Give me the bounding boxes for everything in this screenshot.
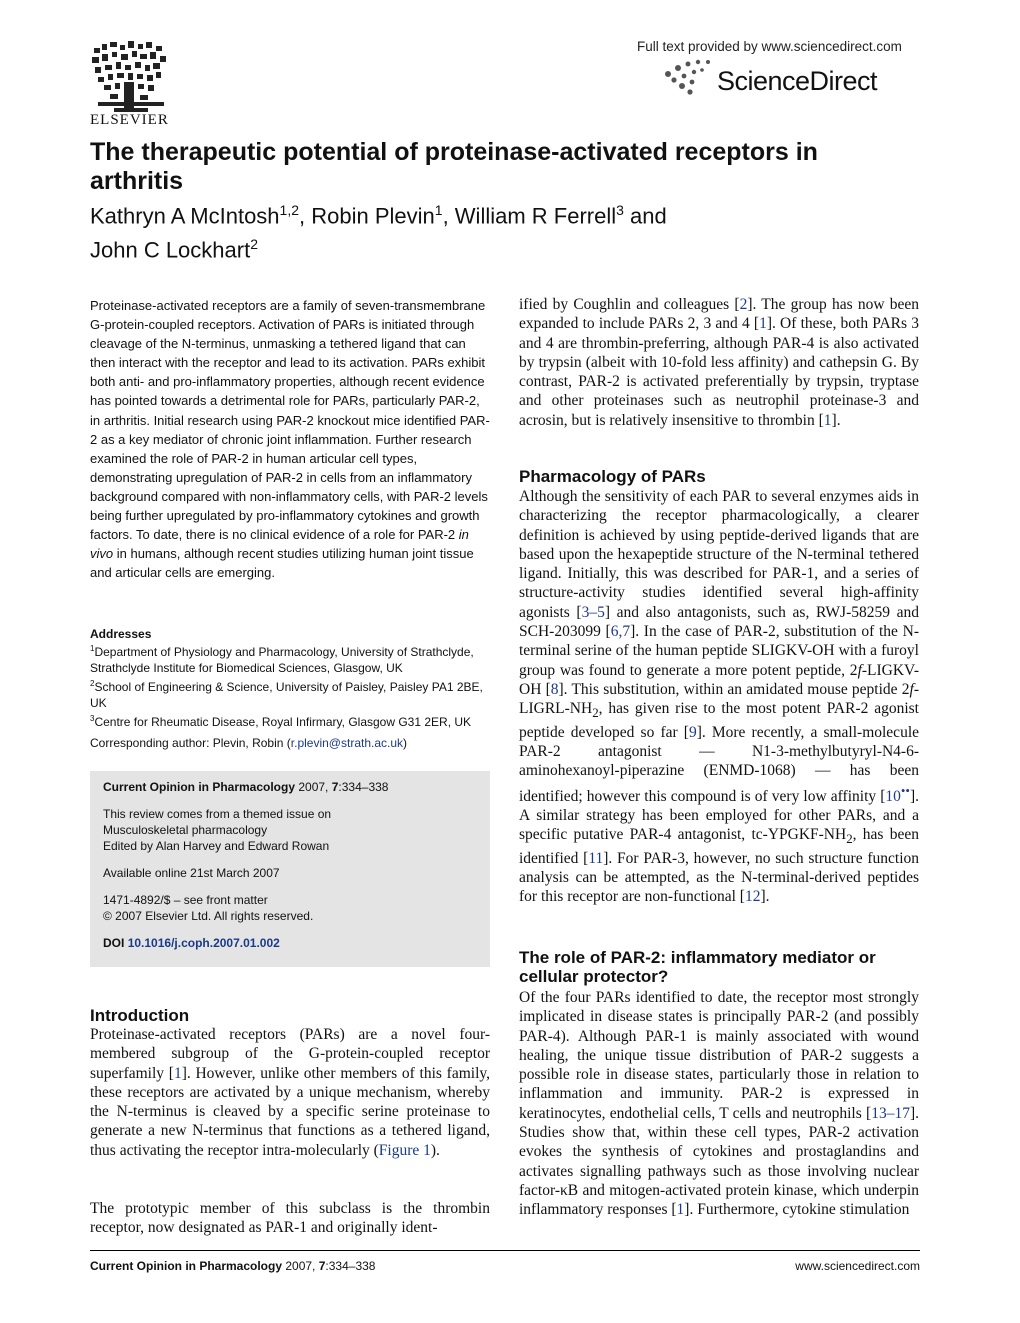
- corresponding-close: ): [403, 736, 408, 750]
- introduction-paragraph-2: The prototypic member of this subclass is the thrombin receptor, now designated as PAR-1 and originally ident-: [90, 1200, 490, 1237]
- footer-website[interactable]: www.sciencedirect.com: [795, 1259, 920, 1273]
- author-affiliation: 1: [434, 202, 443, 218]
- address-item: [90, 711, 495, 730]
- author-name: Kathryn A McIntosh: [90, 203, 280, 229]
- introduction-paragraph-1: Proteinase-activated receptors (PARs) are a novel four-membered subgroup of the G-protein-coupled receptor superfamily [1]. However, unlike other members of this family, these receptors are activated by a unique mechanism, whereby the N-terminus is cleaved by a specific serine proteinase to generate a new N-terminus that functions as a tethered ligand, thus activating the receptor intra-molecularly (Figure 1).: [90, 1026, 490, 1159]
- address-item: [90, 676, 495, 711]
- address-item: [90, 641, 495, 676]
- corresponding-author: [90, 736, 495, 750]
- address-number: 3: [90, 714, 95, 723]
- doi-label: DOI: [103, 936, 125, 950]
- themed-issue-editors: Edited by Alan Harvey and Edward Rowan: [103, 839, 330, 853]
- abstract-end: in humans, although recent studies utilizing human joint tissue and articular cells are emerging.: [90, 546, 474, 581]
- author-affiliation: 1,2: [279, 202, 300, 218]
- elsevier-tree-logo: [90, 40, 170, 120]
- footer-divider: [90, 1250, 920, 1251]
- doi-line: [103, 935, 483, 951]
- pharmacology-heading: Pharmacology of PARs: [519, 467, 706, 486]
- journal-name: Current Opinion in Pharmacology: [103, 780, 296, 794]
- abstract-text: Proteinase-activated receptors are a family of seven-transmembrane G-protein-coupled receptors. Activation of PARs is initiated through cleavage of the N-terminus, unmasking a tethered ligand that can then interact with the receptor and lead to its activation. PARs exhibit both anti- and pro-inflammatory properties, although recent evidence has pointed towards a detrimental role for PARs, particularly PAR-2, in arthritis. Initial research using PAR-2 knockout mice identified PAR-2 as a key mediator of chronic joint inflammation. Further research examined the role of PAR-2 in human articular cell types, demonstrating upregulation of PAR-2 in cells from an inflammatory background compared with non-inflammatory cells, with PAR-2 levels being further upregulated by pro-inflammatory cytokines and growth factors. To date, there is no clinical evidence of a role for PAR-2: [90, 298, 490, 543]
- footer-citation: [90, 1259, 375, 1273]
- introduction-paragraph-2-continued: ified by Coughlin and colleagues [2]. The group has now been expanded to include PARs 2, 3 and 4 [1]. Of these, both PARs 3 and 4 are thrombin-preferring, although PAR-4 is also activated by trypsin (albeit with 10-fold less affinity) and cathepsin G. By contrast, PAR-2 is activated preferentially by trypsin, tryptase and other proteinases such as neutrophil proteinase-3 and acrosin, but is relatively insensitive to thrombin [1].: [519, 296, 919, 429]
- introduction-heading: Introduction: [90, 1006, 190, 1025]
- address-text: Centre for Rheumatic Disease, Royal Infirmary, Glasgow G31 2ER, UK: [94, 715, 472, 729]
- journal-pages: :334–338: [338, 780, 389, 794]
- corresponding-label: Corresponding author: Plevin, Robin (: [90, 736, 291, 750]
- address-text: Department of Physiology and Pharmacology, University of Strathclyde, Strathclyde Institute for Biomedical Sciences, Glasgow, UK: [90, 645, 474, 675]
- journal-volume: 7: [331, 780, 339, 794]
- address-number: 1: [90, 644, 95, 653]
- abstract-italic: in vivo: [90, 527, 469, 562]
- elsevier-wordmark: ELSEVIER: [90, 112, 169, 128]
- addresses-list: [90, 641, 495, 730]
- article-title: The therapeutic potential of proteinase-activated receptors in arthritis: [90, 138, 818, 195]
- doi-link[interactable]: 10.1016/j.coph.2007.01.002: [127, 936, 280, 950]
- role-of-par2-heading: The role of PAR-2: inflammatory mediator or cellular protector?: [519, 948, 876, 986]
- footer-volume: 7: [318, 1259, 326, 1273]
- author-affiliation: 3: [616, 202, 624, 218]
- address-number: 2: [90, 679, 95, 688]
- footer-year: 2007,: [282, 1259, 319, 1273]
- footer-journal-name: Current Opinion in Pharmacology: [90, 1259, 283, 1273]
- copyright-line: © 2007 Elsevier Ltd. All rights reserved.: [103, 909, 314, 923]
- abstract: [90, 296, 490, 582]
- author-name: , William R Ferrell: [442, 203, 617, 229]
- addresses-heading: Addresses: [90, 627, 152, 641]
- journal-citation: [103, 779, 483, 795]
- author-affiliation: 2: [250, 236, 258, 253]
- author-name: , Robin Plevin: [299, 203, 435, 229]
- sciencedirect-dots-icon: [660, 58, 716, 100]
- corresponding-email-link[interactable]: r.plevin@strath.ac.uk: [290, 736, 404, 750]
- sciencedirect-wordmark: ScienceDirect: [717, 66, 878, 96]
- author-separator: and: [623, 203, 667, 229]
- article-info-box: [90, 771, 490, 967]
- full-text-note[interactable]: Full text provided by www.sciencedirect.com: [637, 39, 902, 54]
- available-online: Available online 21st March 2007: [103, 866, 280, 880]
- footer-pages: :334–338: [325, 1259, 376, 1273]
- themed-issue-topic: Musculoskeletal pharmacology: [103, 823, 268, 837]
- author-list: [90, 196, 850, 265]
- author-name: John C Lockhart: [90, 237, 251, 263]
- address-text: School of Engineering & Science, University of Paisley, Paisley PA1 2BE, UK: [90, 680, 483, 710]
- journal-year: 2007,: [295, 780, 332, 794]
- role-of-par2-paragraph: Of the four PARs identified to date, the receptor most strongly implicated in disease states is principally PAR-2 (and possibly PAR-4). Although PAR-1 is mainly associated with wound healing, the unique tissue distribution of PAR-2 suggests a possible role in disease states, particularly those in relation to inflammation and immunity. PAR-2 is expressed in keratinocytes, endothelial cells, T cells and neutrophils [13–17]. Studies show that, within these cell types, PAR-2 activation evokes the synthesis of cytokines and prostaglandins and activates signalling pathways such as those involving nuclear factor-κB and mitogen-activated protein kinase, which underpin inflammatory responses [1]. Furthermore, cytokine stimulation: [519, 989, 919, 1219]
- themed-issue-line: This review comes from a themed issue on: [103, 807, 332, 821]
- sciencedirect-logo[interactable]: [660, 58, 920, 100]
- pharmacology-paragraph: Although the sensitivity of each PAR to several enzymes aids in characterizing the receptor pharmacologically, a clearer definition is achieved by using peptide-derived ligands that are based upon the hexapeptide structure of the N-terminal tethered ligand. Initially, this was described for PAR-1, and a series of structure-activity studies identified several high-affinity agonists [3–5] and also antagonists, such as, RWJ-58259 and SCH-203099 [6,7]. In the case of PAR-2, substitution of the N-terminal serine of the human peptide SLIGKV-OH with a furoyl group was found to generate a more potent peptide, 2f-LIGKV-OH [8]. This substitution, within an amidated mouse peptide $2f-LIGRL-NH_2$, has given rise to the most potent PAR-2 agonist peptide developed so far [9]. More recently, a small-molecule PAR-2 antagonist — N1-3-methylbutyryl-N4-6-aminohexanoyl-piperazine (ENMD-1068) — has been identified; however this compound is of very low affinity [10••]. A similar strategy has been employed for other PARs, and a specific putative PAR-4 antagonist, $tc-YPGKF-NH_2$, has been identified [11]. For PAR-3, however, no such structure function analysis can be attempted, as the N-terminal-derived peptides for this receptor are non-functional [12].: [519, 488, 920, 906]
- issn-line: 1471-4892/$ – see front matter: [103, 893, 268, 907]
